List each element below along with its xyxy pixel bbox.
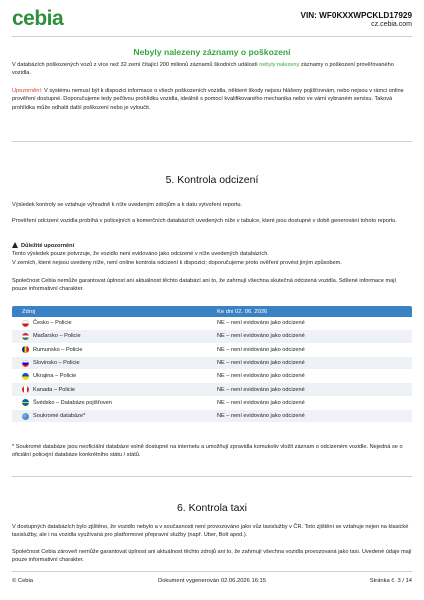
source-cell — [12, 399, 217, 406]
cz-flag-icon — [22, 320, 29, 327]
taxi-paragraph-1: V dostupných databázích bylo zjištěno, že vozidlo nebylo a v současnosti není provozováno jako vůz taxislužby v ČR. Toto zjištění se vztahuje nejen na klasické taxislužby, ale i na vozidla využívaná pro platformové přepravní služby (např. Uber, Bolt apod.). — [12, 524, 409, 539]
footer-generated: Dokument vygenerován 02.06.2026 16:15 — [158, 578, 266, 584]
header-divider — [12, 36, 412, 37]
table-row — [12, 357, 412, 370]
theft-notice — [12, 242, 412, 267]
column-header-source: Zdroj — [22, 308, 36, 315]
source-cell — [12, 346, 217, 353]
notice-line-2: V zemích, které nejsou uvedeny níže, není online kontrola odcizení k dispozici; doporučujeme proto ověření provést jiným způsobem. — [12, 259, 342, 266]
footer-copyright: © Cebia — [12, 578, 34, 584]
theft-paragraph-3: Společnost Cebia nemůže garantovat úplnost ani aktuálnost těchto databází ani to, že zahrnují všechna skutečná odcizená vozidla. Sdílené informace mají pouze informativní charakter. — [12, 278, 397, 293]
footer-page-number: Stránka č. 3 / 14 — [369, 578, 412, 584]
table-row — [12, 383, 412, 396]
status-cell: NE – není evidováno jako odcizené — [217, 320, 305, 327]
damage-result-title: Nebyly nalezeny záznamy o poškození — [133, 47, 291, 57]
taxi-section-title: 6. Kontrola taxi — [176, 502, 248, 514]
status-cell: NE – není evidováno jako odcizené — [217, 360, 305, 367]
status-cell: NE – není evidováno jako odcizené — [217, 373, 305, 380]
table-header — [12, 306, 412, 317]
table-row — [12, 410, 412, 423]
si-flag-icon — [22, 360, 29, 367]
footer-divider — [12, 571, 412, 572]
source-cell — [12, 386, 217, 393]
hu-flag-icon — [22, 333, 29, 340]
source-label: Švédsko – Databáze pojišťoven — [33, 399, 112, 406]
table-row — [12, 344, 412, 357]
cebia-logo: cebia — [12, 7, 64, 30]
source-cell — [12, 320, 217, 327]
source-label: Ukrajina – Policie — [33, 373, 77, 380]
source-label: Rumunsko – Policie — [33, 346, 83, 353]
globe-icon — [22, 413, 29, 420]
source-label: Kanada – Policie — [33, 386, 75, 393]
table-row — [12, 370, 412, 383]
source-label: Soukromé databáze* — [33, 413, 86, 420]
status-cell: NE – není evidováno jako odcizené — [217, 413, 305, 420]
section-divider — [12, 141, 412, 142]
theft-section-title: 5. Kontrola odcizení — [165, 174, 259, 186]
source-cell — [12, 333, 217, 340]
notice-line-1: Tento výsledek pouze potvrzuje, že vozidlo není evidováno jako odcizené v níže uvedených databázích. — [12, 251, 269, 258]
notice-title: Důležité upozornění — [21, 243, 75, 249]
source-label: Slovinsko – Policie — [33, 360, 80, 367]
column-header-date: Ke dni 02. 06. 2026 — [217, 308, 268, 315]
warning-label: Upozornění: — [12, 88, 43, 94]
section-divider — [12, 476, 412, 477]
source-cell — [12, 360, 217, 367]
ro-flag-icon — [22, 346, 29, 353]
theft-table — [12, 306, 412, 423]
table-footnote: * Soukromé databáze jsou neoficiální databáze volně dostupné na internetu a umožňují zpravidla komukoliv vložit záznam o odcizeném vozidle. Nejedná se o oficiální policejní databáze konkrétního státu / států. — [12, 444, 403, 459]
source-label: Maďarsko – Policie — [33, 333, 81, 340]
warning-icon — [12, 242, 18, 248]
taxi-paragraph-2: Společnost Cebia zároveň nemůže garantovat úplnost ani aktuálnost těchto zdrojů ani to, že zahrnují všechna vozidla provozovaná jako taxi. Uvedené údaje mají pouze informativní charakter. — [12, 549, 412, 564]
source-cell — [12, 413, 217, 420]
theft-paragraph-1: Výsledek kontroly se vztahuje výhradně k níže uvedeným zdrojům a k datu vytvoření reportu. — [12, 202, 243, 208]
damage-paragraph: V databázích poškozených vozů z více než 32 zemí čítající 200 milionů záznamů škodních událostí nebyly nalezeny záznamy o poškození prověřovaného vozidla. — [12, 62, 394, 77]
ca-flag-icon — [22, 386, 29, 393]
vin-label: VIN: WF0KXXWPCKLD17929 — [300, 11, 412, 20]
source-cell — [12, 373, 217, 380]
table-row — [12, 330, 412, 343]
status-cell: NE – není evidováno jako odcizené — [217, 333, 305, 340]
table-row — [12, 397, 412, 410]
theft-paragraph-2: Prověření odcizení vozidla probíhá v policejních a komerčních databázích uvedených níže v tabulce, které jsou dostupné v době generování tohoto reportu. — [12, 218, 397, 224]
site-link[interactable]: cz.cebia.com — [371, 21, 412, 28]
damage-warning: Upozornění: V systému nemusí být k dispozici informace o všech poškozeních vozidla, některé škody nejsou hlášeny pojišťovnám, nebo nejsou v rámci online prověření dostupné. Doporučujeme tedy pečlivou prohlídku vozidla, ideálně s pomocí kvalifikovaného mechanika nebo ve vámi vybraném servisu. Taková prohlídka může odhalit další poškození nebo je vyloučit. — [12, 88, 404, 111]
ua-flag-icon — [22, 373, 29, 380]
se-flag-icon — [22, 399, 29, 406]
table-row — [12, 317, 412, 330]
status-cell: NE – není evidováno jako odcizené — [217, 346, 305, 353]
not-found-highlight: nebyly nalezeny — [259, 62, 300, 68]
header-info — [301, 11, 412, 28]
status-cell: NE – není evidováno jako odcizené — [217, 386, 305, 393]
source-label: Česko – Policie — [33, 320, 72, 327]
status-cell: NE – není evidováno jako odcizené — [217, 399, 305, 406]
